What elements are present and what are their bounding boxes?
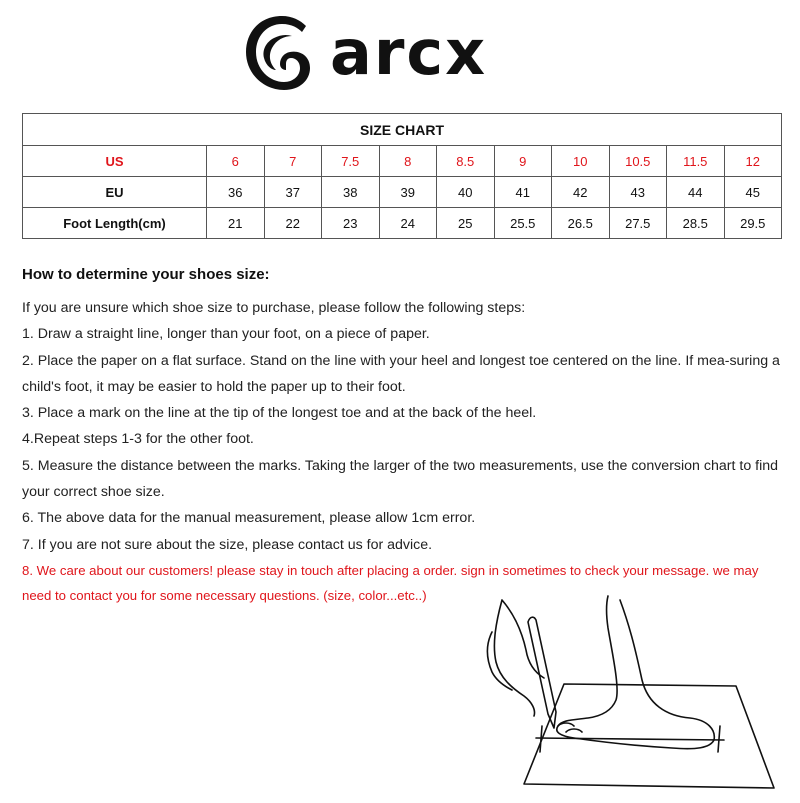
table-cell: 6	[207, 146, 265, 177]
row-label: EU	[23, 177, 207, 208]
measuring-line	[536, 738, 724, 740]
heel-mark	[718, 726, 720, 752]
instruction-step: 7. If you are not sure about the size, please contact us for advice.	[22, 536, 433, 553]
table-cell: 8	[379, 146, 437, 177]
table-cell: 26.5	[552, 208, 610, 239]
table-cell: 24	[379, 208, 437, 239]
table-cell: 29.5	[724, 208, 782, 239]
table-cell: 40	[437, 177, 495, 208]
table-row-foot-length	[23, 208, 782, 239]
pencil	[528, 617, 556, 728]
table-cell: 23	[322, 208, 380, 239]
customer-note: 8. We care about our customers! please stay in touch after placing a order. sign in sometimes to check your message. we may need to contact you for some necessary questions. (size, color...etc..)	[22, 562, 759, 603]
row-label: Foot Length(cm)	[23, 208, 207, 239]
table-cell: 27.5	[609, 208, 667, 239]
instructions-heading: How to determine your shoes size:	[22, 266, 270, 283]
sizing-instructions	[22, 262, 782, 608]
table-cell: 36	[207, 177, 265, 208]
table-cell: 11.5	[667, 146, 725, 177]
toe-mark	[540, 726, 542, 752]
foot-measuring-illustration	[462, 592, 798, 798]
table-cell: 12	[724, 146, 782, 177]
table-cell: 39	[379, 177, 437, 208]
table-cell: 28.5	[667, 208, 725, 239]
table-cell: 38	[322, 177, 380, 208]
instruction-step: 6. The above data for the manual measurement, please allow 1cm error.	[22, 510, 476, 527]
paper-sheet	[524, 684, 774, 788]
table-cell: 7.5	[322, 146, 380, 177]
table-cell: 7	[264, 146, 322, 177]
table-cell: 8.5	[437, 146, 495, 177]
table-cell: 43	[609, 177, 667, 208]
table-cell: 25	[437, 208, 495, 239]
arcx-swirl-logo-icon	[246, 16, 310, 90]
table-cell: 22	[264, 208, 322, 239]
table-row-us	[23, 146, 782, 177]
row-label: US	[23, 146, 207, 177]
table-cell: 41	[494, 177, 552, 208]
table-cell: 9	[494, 146, 552, 177]
instruction-step: 4.Repeat steps 1-3 for the other foot.	[22, 431, 254, 448]
size-chart-table	[22, 113, 782, 239]
table-cell: 37	[264, 177, 322, 208]
table-cell: 44	[667, 177, 725, 208]
foot-outline	[557, 596, 715, 749]
table-cell: 42	[552, 177, 610, 208]
brand-name: arcx	[330, 16, 488, 89]
table-cell: 10	[552, 146, 610, 177]
instruction-step: 1. Draw a straight line, longer than your foot, on a piece of paper.	[22, 326, 430, 343]
instruction-step: 2. Place the paper on a flat surface. Stand on the line with your heel and longest toe centered on the line. If mea-suring a child's foot, it may be easier to hold the paper up to their foot.	[22, 352, 780, 395]
instruction-step: 3. Place a mark on the line at the tip of the longest toe and at the back of the heel.	[22, 405, 537, 422]
table-cell: 25.5	[494, 208, 552, 239]
brand-logo	[240, 8, 540, 92]
size-chart-title: SIZE CHART	[23, 114, 782, 146]
instruction-step: 5. Measure the distance between the marks. Taking the larger of the two measurements, use the conversion chart to find your correct shoe size.	[22, 457, 779, 501]
table-cell: 45	[724, 177, 782, 208]
table-cell: 21	[207, 208, 265, 239]
instructions-intro: If you are unsure which shoe size to purchase, please follow the following steps:	[22, 300, 526, 316]
table-cell: 10.5	[609, 146, 667, 177]
table-row-eu	[23, 177, 782, 208]
